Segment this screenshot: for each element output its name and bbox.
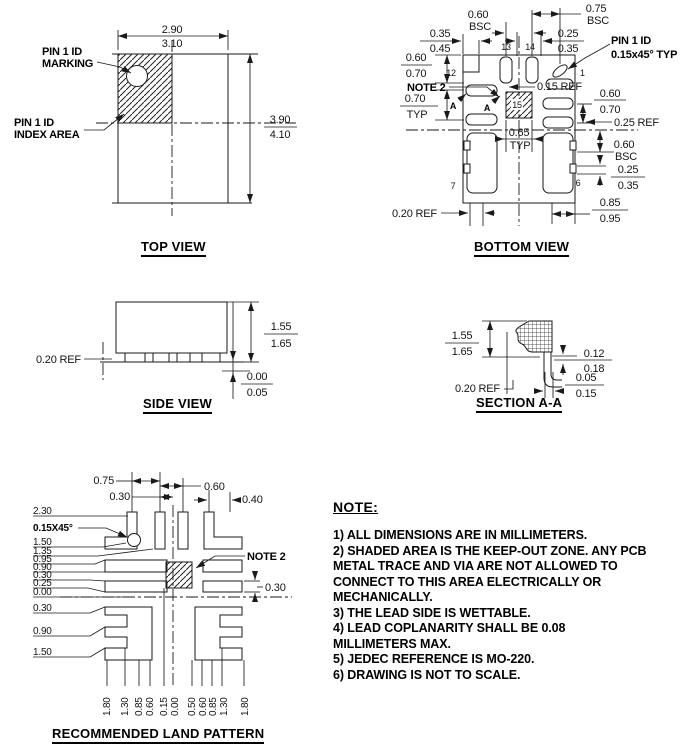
land-dim-030-top: 0.30 bbox=[109, 491, 130, 503]
dim-top-right-min: 0.25 bbox=[557, 28, 579, 40]
land-pattern-title: RECOMMENDED LAND PATTERN bbox=[52, 726, 264, 744]
section-lead-body-hatch bbox=[516, 321, 552, 352]
dim-left-corner-max: 0.70 bbox=[405, 68, 427, 80]
land-pad-top-2 bbox=[178, 512, 188, 549]
land-left-150: 1.50 bbox=[33, 537, 52, 548]
dim-right-lead-max: 0.70 bbox=[599, 104, 621, 116]
land-pad-comb-left bbox=[105, 607, 152, 660]
dim-side-height-max: 1.65 bbox=[270, 338, 292, 350]
dim-right-offset: 0.25 REF bbox=[614, 117, 659, 129]
land-bottom-180a: 1.80 bbox=[102, 697, 113, 716]
note-item-5: 5) JEDEC REFERENCE IS MO-220. bbox=[333, 652, 535, 666]
land-left-025: 0.25 bbox=[33, 578, 52, 589]
land-dim-030-right: 0.30 bbox=[265, 582, 286, 594]
land-bottom-015: 0.15 bbox=[159, 697, 170, 716]
dim-left-corner-min: 0.60 bbox=[405, 52, 427, 64]
notes-block bbox=[333, 499, 651, 683]
dim-left-pitch: 0.70 bbox=[404, 93, 426, 105]
dim-section-height-max: 1.65 bbox=[451, 346, 473, 358]
dim-bottom-offset: 0.20 REF bbox=[392, 208, 437, 220]
top-view-dimension-lines bbox=[84, 30, 297, 203]
top-view bbox=[14, 24, 297, 216]
pin1-marking-label: PIN 1 ID bbox=[42, 46, 82, 58]
land-dimension-lines bbox=[33, 472, 263, 686]
land-left-030: 0.30 bbox=[33, 570, 52, 581]
dim-right-pitch: 0.60 bbox=[613, 139, 635, 151]
land-bottom-085b: 0.85 bbox=[208, 697, 219, 716]
section-aa bbox=[445, 321, 612, 400]
side-view-title: SIDE VIEW bbox=[143, 396, 212, 414]
dim-thickness-max: 0.18 bbox=[583, 363, 605, 375]
land-left-090: 0.90 bbox=[33, 562, 52, 573]
section-aa-title: SECTION A-A bbox=[476, 395, 562, 413]
notes-heading: NOTE: bbox=[333, 499, 379, 515]
land-pad-mid-left-2 bbox=[105, 581, 167, 592]
dim-foot-min: 0.05 bbox=[575, 372, 597, 384]
land-left-230: 2.30 bbox=[33, 506, 52, 517]
dim-top-pitch-large: 0.75 bbox=[585, 3, 607, 15]
pad-14 bbox=[526, 57, 538, 83]
land-bottom-085a: 0.85 bbox=[134, 697, 145, 716]
pin1-marking-label-2: MARKING bbox=[42, 58, 94, 70]
section-marker-a2: A bbox=[483, 103, 491, 113]
dim-top-pitch-small: 0.60 bbox=[467, 9, 489, 21]
land-pad-mid-left-1 bbox=[105, 560, 167, 572]
pin1-index-label: PIN 1 ID bbox=[14, 117, 54, 129]
land-left-030b: 0.30 bbox=[33, 603, 52, 614]
land-pin1-chamfer-circle bbox=[128, 534, 141, 547]
land-bottom-000: 0.00 bbox=[170, 697, 181, 716]
land-left-150b: 1.50 bbox=[33, 647, 52, 658]
dim-thickness-min: 0.12 bbox=[583, 348, 605, 360]
land-left-095: 0.95 bbox=[33, 554, 52, 565]
dim-top-left-min: 0.35 bbox=[429, 28, 451, 40]
land-bottom-130a: 1.30 bbox=[120, 697, 131, 716]
dim-right-pitch-qual: BSC bbox=[614, 151, 638, 163]
dim-left-pitch-qual: TYP bbox=[406, 109, 428, 121]
bottom-pad-6 bbox=[543, 133, 573, 193]
pin-7: 7 bbox=[450, 181, 456, 191]
pin-13: 13 bbox=[501, 42, 511, 52]
dim-top-pitch-large-qual: BSC bbox=[586, 15, 610, 27]
pin-15: 15 bbox=[512, 100, 522, 110]
land-left-000: 0.00 bbox=[33, 587, 52, 598]
pad-left-2 bbox=[466, 114, 497, 125]
top-height-max-dim: 4.10 bbox=[269, 129, 291, 141]
note-item-3: 3) THE LEAD SIDE IS WETTABLE. bbox=[333, 605, 531, 620]
land-dim-040-top: 0.40 bbox=[242, 494, 263, 506]
dim-center-pad-qual: TYP bbox=[509, 140, 531, 152]
dim-center-offset: 0.15 REF bbox=[537, 81, 582, 93]
pad-right-2 bbox=[543, 98, 573, 109]
side-body-outline bbox=[116, 302, 227, 353]
dim-right-width-max: 0.35 bbox=[617, 180, 639, 192]
corner-step bbox=[463, 55, 479, 72]
land-note2-callout: NOTE 2 bbox=[247, 551, 286, 563]
land-chamfer-label: 0.15X45° bbox=[33, 523, 73, 534]
land-pattern bbox=[33, 472, 292, 716]
note-item-2: 2) SHADED AREA IS THE KEEP-OUT ZONE. ANY PCB METAL TRACE AND VIA ARE NOT ALLOWED TO CONNECT TO THIS AREA ELECTRICALLY OR MECHANICALLY. bbox=[333, 543, 647, 604]
land-pad-corner-tr bbox=[204, 512, 242, 549]
dim-standoff-min: 0.00 bbox=[246, 371, 268, 383]
land-pad-mid-right-1 bbox=[203, 560, 242, 572]
dim-bottom-pad-max: 0.95 bbox=[599, 213, 621, 225]
dim-section-ref: 0.20 REF bbox=[455, 383, 500, 395]
section-marker-a1: A bbox=[449, 101, 457, 111]
dim-side-height-min: 1.55 bbox=[270, 321, 292, 333]
top-height-min-dim: 3.90 bbox=[269, 114, 291, 126]
note-item-6: 6) DRAWING IS NOT TO SCALE. bbox=[333, 667, 521, 682]
land-pad-comb-right bbox=[195, 607, 242, 660]
land-dim-060-top: 0.60 bbox=[204, 481, 225, 493]
pin1-id-label: PIN 1 ID bbox=[611, 35, 651, 47]
dim-right-lead-min: 0.60 bbox=[599, 88, 621, 100]
pin-12: 12 bbox=[446, 68, 456, 78]
pin1-index-hatch-area bbox=[118, 54, 172, 123]
pin1-index-label-2: INDEX AREA bbox=[14, 129, 80, 141]
dim-section-height-min: 1.55 bbox=[451, 330, 473, 342]
land-left-135: 1.35 bbox=[33, 546, 52, 557]
land-pad-top-1 bbox=[155, 512, 165, 549]
note2-callout: NOTE 2 bbox=[407, 82, 446, 94]
pad-13 bbox=[500, 57, 512, 83]
land-pad-mid-right-2 bbox=[203, 581, 242, 592]
note-item-1: 1) ALL DIMENSIONS ARE IN MILLIMETERS. bbox=[333, 528, 588, 542]
pad-right-3 bbox=[543, 117, 573, 128]
pin1-chamfer-mark bbox=[551, 63, 569, 80]
dim-bottom-pad-min: 0.85 bbox=[599, 197, 621, 209]
dim-top-left-max: 0.45 bbox=[429, 43, 451, 55]
land-bottom-130b: 1.30 bbox=[219, 697, 230, 716]
pin-6: 6 bbox=[575, 178, 581, 188]
top-width-max-dim: 3.10 bbox=[161, 38, 183, 50]
pin1-id-chamfer-label: 0.15x45° TYP bbox=[611, 49, 678, 61]
dim-foot-max: 0.15 bbox=[575, 388, 597, 400]
land-left-090b: 0.90 bbox=[33, 626, 52, 637]
top-width-min-dim: 2.90 bbox=[161, 24, 183, 36]
note-item-4: 4) LEAD COPLANARITY SHALL BE 0.08 MILLIMETERS MAX. bbox=[333, 621, 566, 651]
dim-center-pad: 0.65 bbox=[508, 127, 530, 139]
land-bottom-060b: 0.60 bbox=[198, 697, 209, 716]
top-view-title: TOP VIEW bbox=[141, 239, 206, 257]
land-bottom-180b: 1.80 bbox=[240, 697, 251, 716]
dim-right-width-min: 0.25 bbox=[617, 164, 639, 176]
bottom-pad-7 bbox=[467, 133, 497, 193]
land-bottom-dims bbox=[102, 697, 251, 716]
land-dim-075: 0.75 bbox=[93, 475, 114, 487]
bottom-view bbox=[392, 3, 677, 226]
land-bottom-050: 0.50 bbox=[187, 697, 198, 716]
side-view bbox=[36, 302, 298, 399]
land-bottom-060a: 0.60 bbox=[145, 697, 156, 716]
pin1-marking-circle bbox=[127, 66, 148, 87]
bottom-view-title: BOTTOM VIEW bbox=[474, 239, 569, 257]
dim-standoff-max: 0.05 bbox=[246, 387, 268, 399]
dim-top-right-max: 0.35 bbox=[557, 43, 579, 55]
dim-side-lead-ref: 0.20 REF bbox=[36, 354, 81, 366]
pin-1: 1 bbox=[580, 68, 585, 78]
land-center-keepout-pad bbox=[166, 562, 192, 588]
pin-14: 14 bbox=[525, 42, 535, 52]
dim-top-pitch-small-qual: BSC bbox=[468, 21, 492, 33]
